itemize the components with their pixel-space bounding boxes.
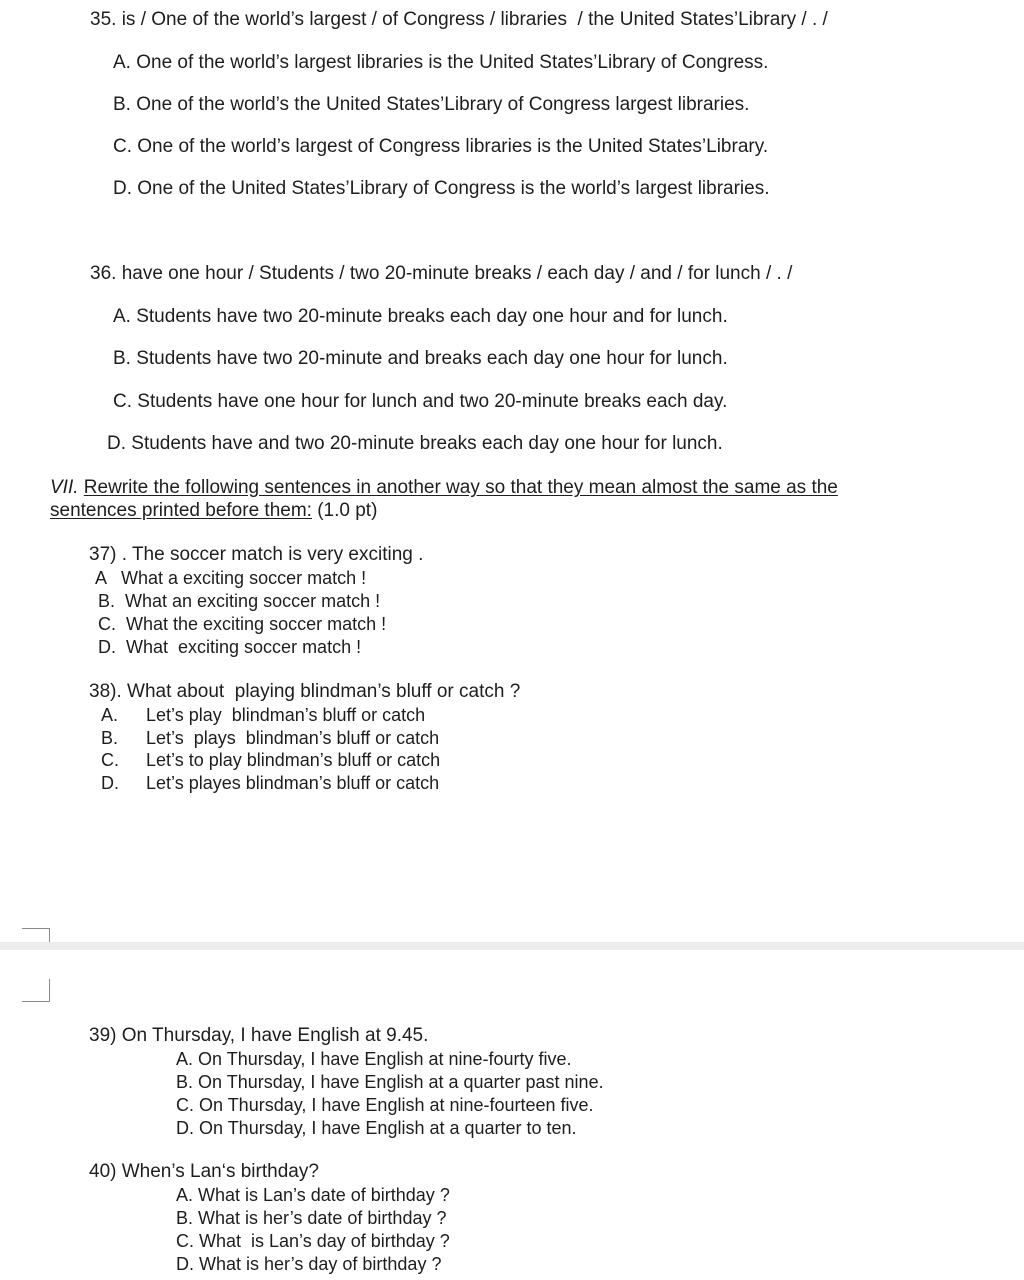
page-break-divider [0, 942, 1024, 950]
q38-option-b: Let’s plays blindman’s bluff or catch [146, 728, 440, 748]
q38-prompt: 38). What about playing blindman’s bluff or catch ? [89, 681, 521, 702]
q40-option-c: C. What is Lan’s day of birthday ? [176, 1231, 450, 1251]
q38-letter-b: B. [101, 728, 119, 748]
q38-letter-d: D. [101, 773, 119, 793]
q38-option-a: Let’s play blindman’s bluff or catch [146, 705, 426, 725]
q37-option-c: C. What the exciting soccer match ! [98, 614, 387, 634]
q40-option-b: B. What is her’s date of birthday ? [176, 1208, 447, 1228]
q39-prompt: 39) On Thursday, I have English at 9.45. [89, 1025, 429, 1046]
q38-option-d: Let’s playes blindman’s bluff or catch [146, 773, 440, 793]
q40-option-a: A. What is Lan’s date of birthday ? [176, 1185, 450, 1205]
q35-option-b: B. One of the world’s the United States’Library of Congress largest libraries. [113, 94, 750, 115]
section-points: (1.0 pt) [317, 500, 378, 521]
q35-option-d: D. One of the United States’Library of Congress is the world’s largest libraries. [113, 178, 770, 199]
section-heading [50, 476, 1010, 522]
q39-option-c: C. On Thursday, I have English at nine-fourteen five. [176, 1095, 594, 1115]
q37-prompt: 37) . The soccer match is very exciting . [89, 544, 424, 565]
section-instruction-line1: Rewrite the following sentences in another way so that they mean almost the same as the [83, 477, 838, 498]
q36-option-b: B. Students have two 20-minute and breaks each day one hour for lunch. [113, 348, 728, 369]
q37-option-b: B. What an exciting soccer match ! [98, 591, 381, 611]
q37-option-d: D. What exciting soccer match ! [98, 637, 362, 657]
q39-option-a: A. On Thursday, I have English at nine-fourty five. [176, 1049, 572, 1069]
q35-option-a: A. One of the world’s largest libraries is the United States’Library of Congress. [113, 52, 769, 73]
q40-option-d: D. What is her’s day of birthday ? [176, 1254, 442, 1274]
q37-option-a: A What a exciting soccer match ! [95, 568, 367, 588]
page-corner-mark-bottom [22, 979, 50, 1002]
q38-letter-a: A. [101, 705, 119, 725]
section-instruction-line2: sentences printed before them: [50, 500, 312, 521]
q40-prompt: 40) When’s Lan‘s birthday? [89, 1161, 319, 1182]
q38-option-c: Let’s to play blindman’s bluff or catch [146, 750, 441, 770]
q36-prompt: 36. have one hour / Students / two 20-minute breaks / each day / and / for lunch / . / [90, 263, 793, 284]
q36-option-a: A. Students have two 20-minute breaks each day one hour and for lunch. [113, 306, 728, 327]
q39-option-b: B. On Thursday, I have English at a quarter past nine. [176, 1072, 604, 1092]
q38-letter-c: C. [101, 750, 119, 770]
q36-option-d: D. Students have and two 20-minute breaks each day one hour for lunch. [107, 433, 723, 454]
q36-option-c: C. Students have one hour for lunch and two 20-minute breaks each day. [113, 391, 728, 412]
q35-option-c: C. One of the world’s largest of Congress libraries is the United States’Library. [113, 136, 769, 157]
section-number: VII. [50, 477, 79, 498]
q35-prompt: 35. is / One of the world’s largest / of Congress / libraries / the United States’Library / . / [90, 9, 828, 30]
page-corner-mark-top [22, 928, 50, 942]
q39-option-d: D. On Thursday, I have English at a quarter to ten. [176, 1118, 577, 1138]
